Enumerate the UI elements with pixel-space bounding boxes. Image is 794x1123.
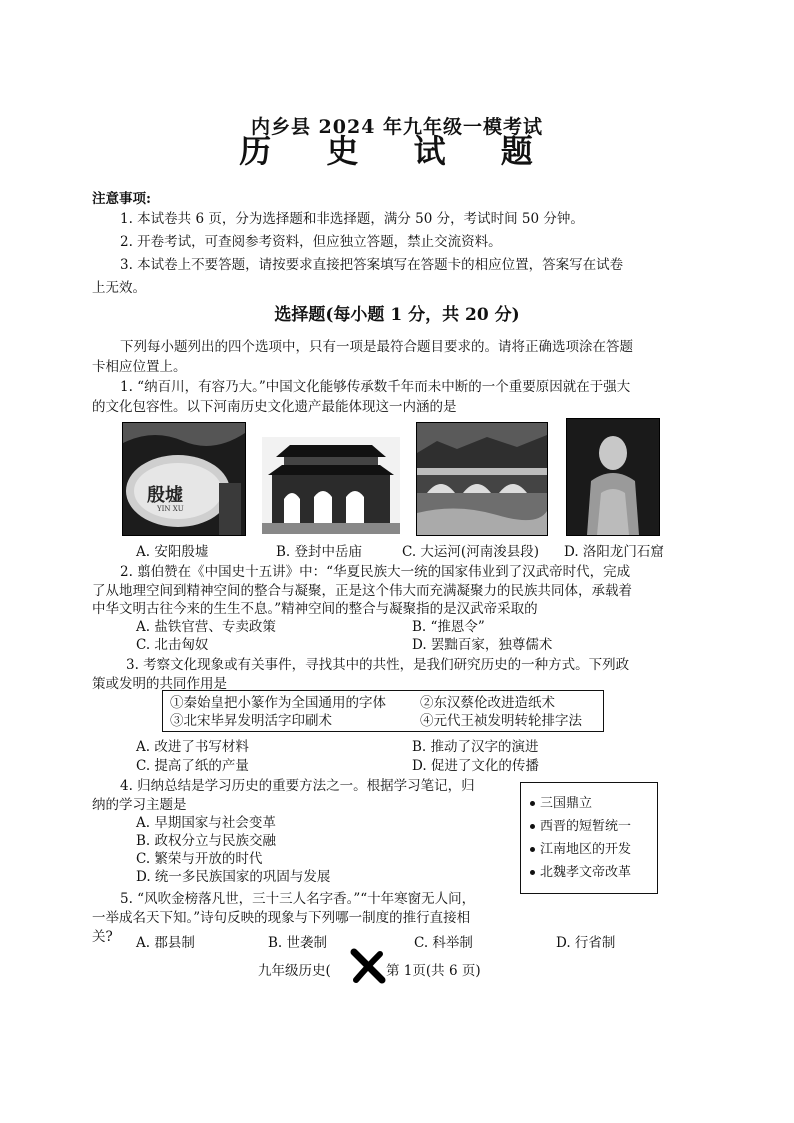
- q4-note-4: 北魏孝文帝改革: [530, 861, 631, 880]
- q3-option-b[interactable]: B. 推动了汉字的演进: [412, 739, 539, 755]
- q3-option-c[interactable]: C. 提高了纸的产量: [136, 758, 249, 774]
- q2-stem-1: 2. 翦伯赞在《中国史十五讲》中：“华夏民族大一统的国家伟业到了汉武帝时代，完成: [120, 564, 631, 580]
- exam-title: 内乡县 2024 年九年级一模考试: [250, 116, 544, 138]
- footer-left: 九年级历史(: [258, 963, 331, 979]
- subject-title: 历 史 试 题: [239, 132, 555, 170]
- note-item-3: 3. 本试卷上不要答题，请按要求直接把答案填写在答题卡的相应位置，答案写在试卷: [120, 257, 624, 273]
- q5-option-c[interactable]: C. 科举制: [414, 935, 473, 951]
- q2-option-b[interactable]: B. “推恩令”: [412, 619, 485, 635]
- q5-stem-3: 关?: [92, 929, 113, 945]
- q4-note-3: 江南地区的开发: [530, 838, 631, 857]
- q4-option-b[interactable]: B. 政权分立与民族交融: [136, 833, 277, 849]
- q2-stem-3: 中华文明古往今来的生生不息。”精神空间的整合与凝聚指的是汉武帝采取的: [92, 601, 538, 617]
- photo-longmen-grottoes: [566, 418, 660, 536]
- q4-option-d[interactable]: D. 统一多民族国家的巩固与发展: [136, 869, 331, 885]
- section-intro-2: 卡相应位置上。: [92, 359, 187, 375]
- canal-bridge-image: [417, 423, 547, 535]
- q2-stem-2: 了从地理空间到精神空间的整合与凝聚，正是这个伟大而充满凝聚力的民族共同体，承载着: [92, 583, 632, 599]
- section-intro-1: 下列每小题列出的四个选项中，只有一项是最符合题目要求的。请将正确选项涂在答题: [120, 339, 633, 355]
- q3-stem-1: 3. 考察文化现象或有关事件，寻找其中的共性，是我们研究历史的一种方式。下列政: [126, 657, 630, 673]
- q4-note-2: 西晋的短暂统一: [530, 815, 631, 834]
- photo-grand-canal: [416, 422, 548, 536]
- q1-stem-2: 的文化包容性。以下河南历史文化遗产最能体现这一内涵的是: [92, 399, 457, 415]
- yinxu-sign-text: 殷墟: [147, 485, 183, 506]
- q5-option-b[interactable]: B. 世袭制: [268, 935, 328, 951]
- footer-right: 第 1页(共 6 页): [386, 963, 481, 979]
- q3-stem-2: 策或发明的共同作用是: [92, 676, 227, 692]
- bullet-icon: [530, 824, 535, 829]
- q3-item-4: ④元代王祯发明转轮排字法: [420, 713, 582, 729]
- q4-stem-2: 纳的学习主题是: [92, 797, 187, 813]
- q3-item-1: ①秦始皇把小篆作为全国通用的字体: [170, 695, 386, 711]
- notes-heading: 注意事项:: [92, 191, 151, 207]
- photo-anyang-yinxu: [122, 422, 246, 536]
- bullet-icon: [530, 870, 535, 875]
- q4-option-c[interactable]: C. 繁荣与开放的时代: [136, 851, 263, 867]
- q3-option-d[interactable]: D. 促进了文化的传播: [412, 758, 539, 774]
- q2-option-a[interactable]: A. 盐铁官营、专卖政策: [136, 619, 276, 635]
- note-item-2: 2. 开卷考试，可查阅参考资料，但应独立答题，禁止交流资料。: [120, 234, 502, 250]
- buddha-statue-image: [567, 419, 659, 535]
- q2-option-c[interactable]: C. 北击匈奴: [136, 637, 209, 653]
- q1-stem-1: 1. “纳百川，有容乃大。”中国文化能够传承数千年而未中断的一个重要原因就在于强大: [120, 379, 631, 395]
- q1-option-a[interactable]: A. 安阳殷墟: [136, 544, 209, 560]
- q5-option-a[interactable]: A. 郡县制: [136, 935, 195, 951]
- bullet-icon: [530, 847, 535, 852]
- yinxu-sign-image: [123, 423, 245, 535]
- q4-option-a[interactable]: A. 早期国家与社会变革: [136, 815, 276, 831]
- q5-stem-1: 5. “风吹金榜落凡世，三十三人名字香。”“十年寒窗无人问，: [120, 891, 476, 907]
- note-item-3-cont: 上无效。: [92, 280, 146, 296]
- temple-image: [262, 437, 400, 534]
- q1-option-c[interactable]: C. 大运河(河南浚县段): [402, 544, 539, 560]
- section-title: 选择题(每小题 1 分，共 20 分): [274, 305, 520, 325]
- q3-item-3: ③北宋毕昇发明活字印刷术: [170, 713, 332, 729]
- q5-stem-2: 一举成名天下知。”诗句反映的现象与下列哪一制度的推行直接相: [92, 910, 471, 926]
- q1-option-b[interactable]: B. 登封中岳庙: [276, 544, 363, 560]
- photo-zhongyue-temple: [262, 437, 400, 534]
- bullet-icon: [530, 801, 535, 806]
- handwritten-x-mark-icon: [348, 948, 388, 984]
- q3-item-2: ②东汉蔡伦改进造纸术: [420, 695, 555, 711]
- q4-note-1: 三国鼎立: [530, 792, 592, 811]
- note-item-1: 1. 本试卷共 6 页，分为选择题和非选择题，满分 50 分，考试时间 50 分钟。: [120, 211, 584, 227]
- q3-option-a[interactable]: A. 改进了书写材料: [136, 739, 249, 755]
- q4-stem-1: 4. 归纳总结是学习历史的重要方法之一。根据学习笔记，归: [120, 778, 475, 794]
- q5-option-d[interactable]: D. 行省制: [556, 935, 616, 951]
- q1-option-d[interactable]: D. 洛阳龙门石窟: [564, 544, 664, 560]
- q2-option-d[interactable]: D. 罢黜百家，独尊儒术: [412, 637, 553, 653]
- yinxu-sign-sub: YIN XU: [157, 505, 184, 513]
